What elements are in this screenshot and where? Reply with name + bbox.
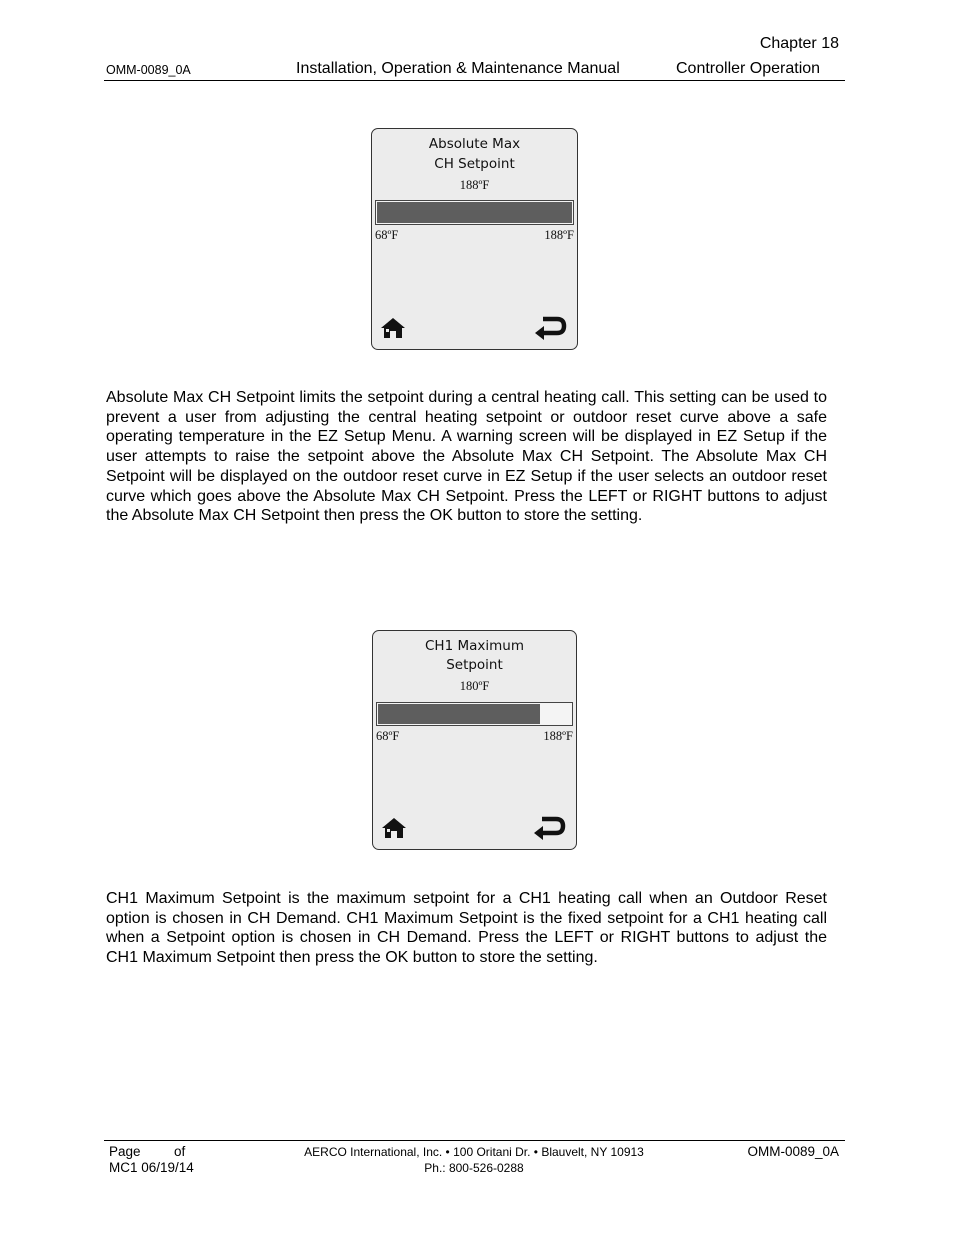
setpoint-value: 180ºF — [459, 679, 490, 693]
footer-revision: MC1 06/19/14 — [109, 1160, 194, 1175]
setpoint-slider-fill — [377, 202, 572, 223]
screen-title-line2: Setpoint — [446, 657, 503, 673]
ch1-maximum-setpoint-screen — [372, 630, 577, 850]
section-title: Controller Operation — [676, 60, 821, 77]
home-icon[interactable] — [381, 817, 407, 844]
setpoint-slider[interactable] — [375, 200, 574, 225]
setpoint-slider[interactable] — [376, 702, 573, 726]
screen-title-line1: Absolute Max — [428, 136, 521, 152]
footer-phone: Ph.: 800-526-0288 — [424, 1161, 524, 1175]
footer-page-label: Page — [109, 1144, 141, 1159]
footer-divider — [104, 1140, 845, 1141]
setpoint-slider-fill — [378, 704, 540, 724]
home-icon[interactable] — [380, 317, 406, 344]
return-arrow-icon[interactable] — [533, 316, 567, 345]
slider-min-label: 68ºF — [375, 228, 399, 242]
slider-min-label: 68ºF — [376, 729, 400, 743]
footer-address: AERCO International, Inc. • 100 Oritani Dr. • Blauvelt, NY 10913 — [304, 1145, 644, 1159]
manual-title: Installation, Operation & Maintenance Manual — [296, 60, 620, 77]
chapter-label: Chapter 18 — [759, 35, 839, 52]
setpoint-value: 188ºF — [459, 178, 490, 192]
screen-title-line2: CH Setpoint — [434, 156, 515, 172]
slider-max-label: 188ºF — [543, 729, 573, 743]
absolute-max-description: Absolute Max CH Setpoint limits the setpoint during a central heating call. This setting can be used to prevent a user from adjusting the central heating setpoint or outdoor reset curve above a safe operating temperature in the EZ Setup Menu. A warning screen will be displayed in EZ Setup if the user attempts to raise the setpoint above the Absolute Max CH Setpoint. The Absolute Max CH Setpoint will be displayed on the outdoor reset curve in EZ Setup if the user selects an outdoor reset curve which goes above the Absolute Max CH Setpoint. Press the LEFT or RIGHT buttons to adjust the Absolute Max CH Setpoint then press the OK button to store the setting. — [106, 389, 827, 525]
screen-title-line1: CH1 Maximum — [425, 638, 524, 654]
footer-of-label: of — [174, 1144, 186, 1159]
ch1-maximum-description: CH1 Maximum Setpoint is the maximum setpoint for a CH1 heating call when an Outdoor Reset option is chosen in CH Demand. CH1 Maximum Setpoint is the fixed setpoint for a CH1 heating call when a Setpoint option is chosen in CH Demand. Press the LEFT or RIGHT buttons to adjust the CH1 Maximum Setpoint then press the OK button to store the setting. — [106, 890, 827, 967]
footer-doc-number: OMM-0089_0A — [747, 1144, 839, 1159]
absolute-max-ch-setpoint-screen — [371, 128, 578, 350]
return-arrow-icon[interactable] — [532, 816, 566, 845]
header-doc-number: OMM-0089_0A — [106, 63, 191, 77]
header-divider — [104, 80, 845, 81]
slider-max-label: 188ºF — [544, 228, 574, 242]
